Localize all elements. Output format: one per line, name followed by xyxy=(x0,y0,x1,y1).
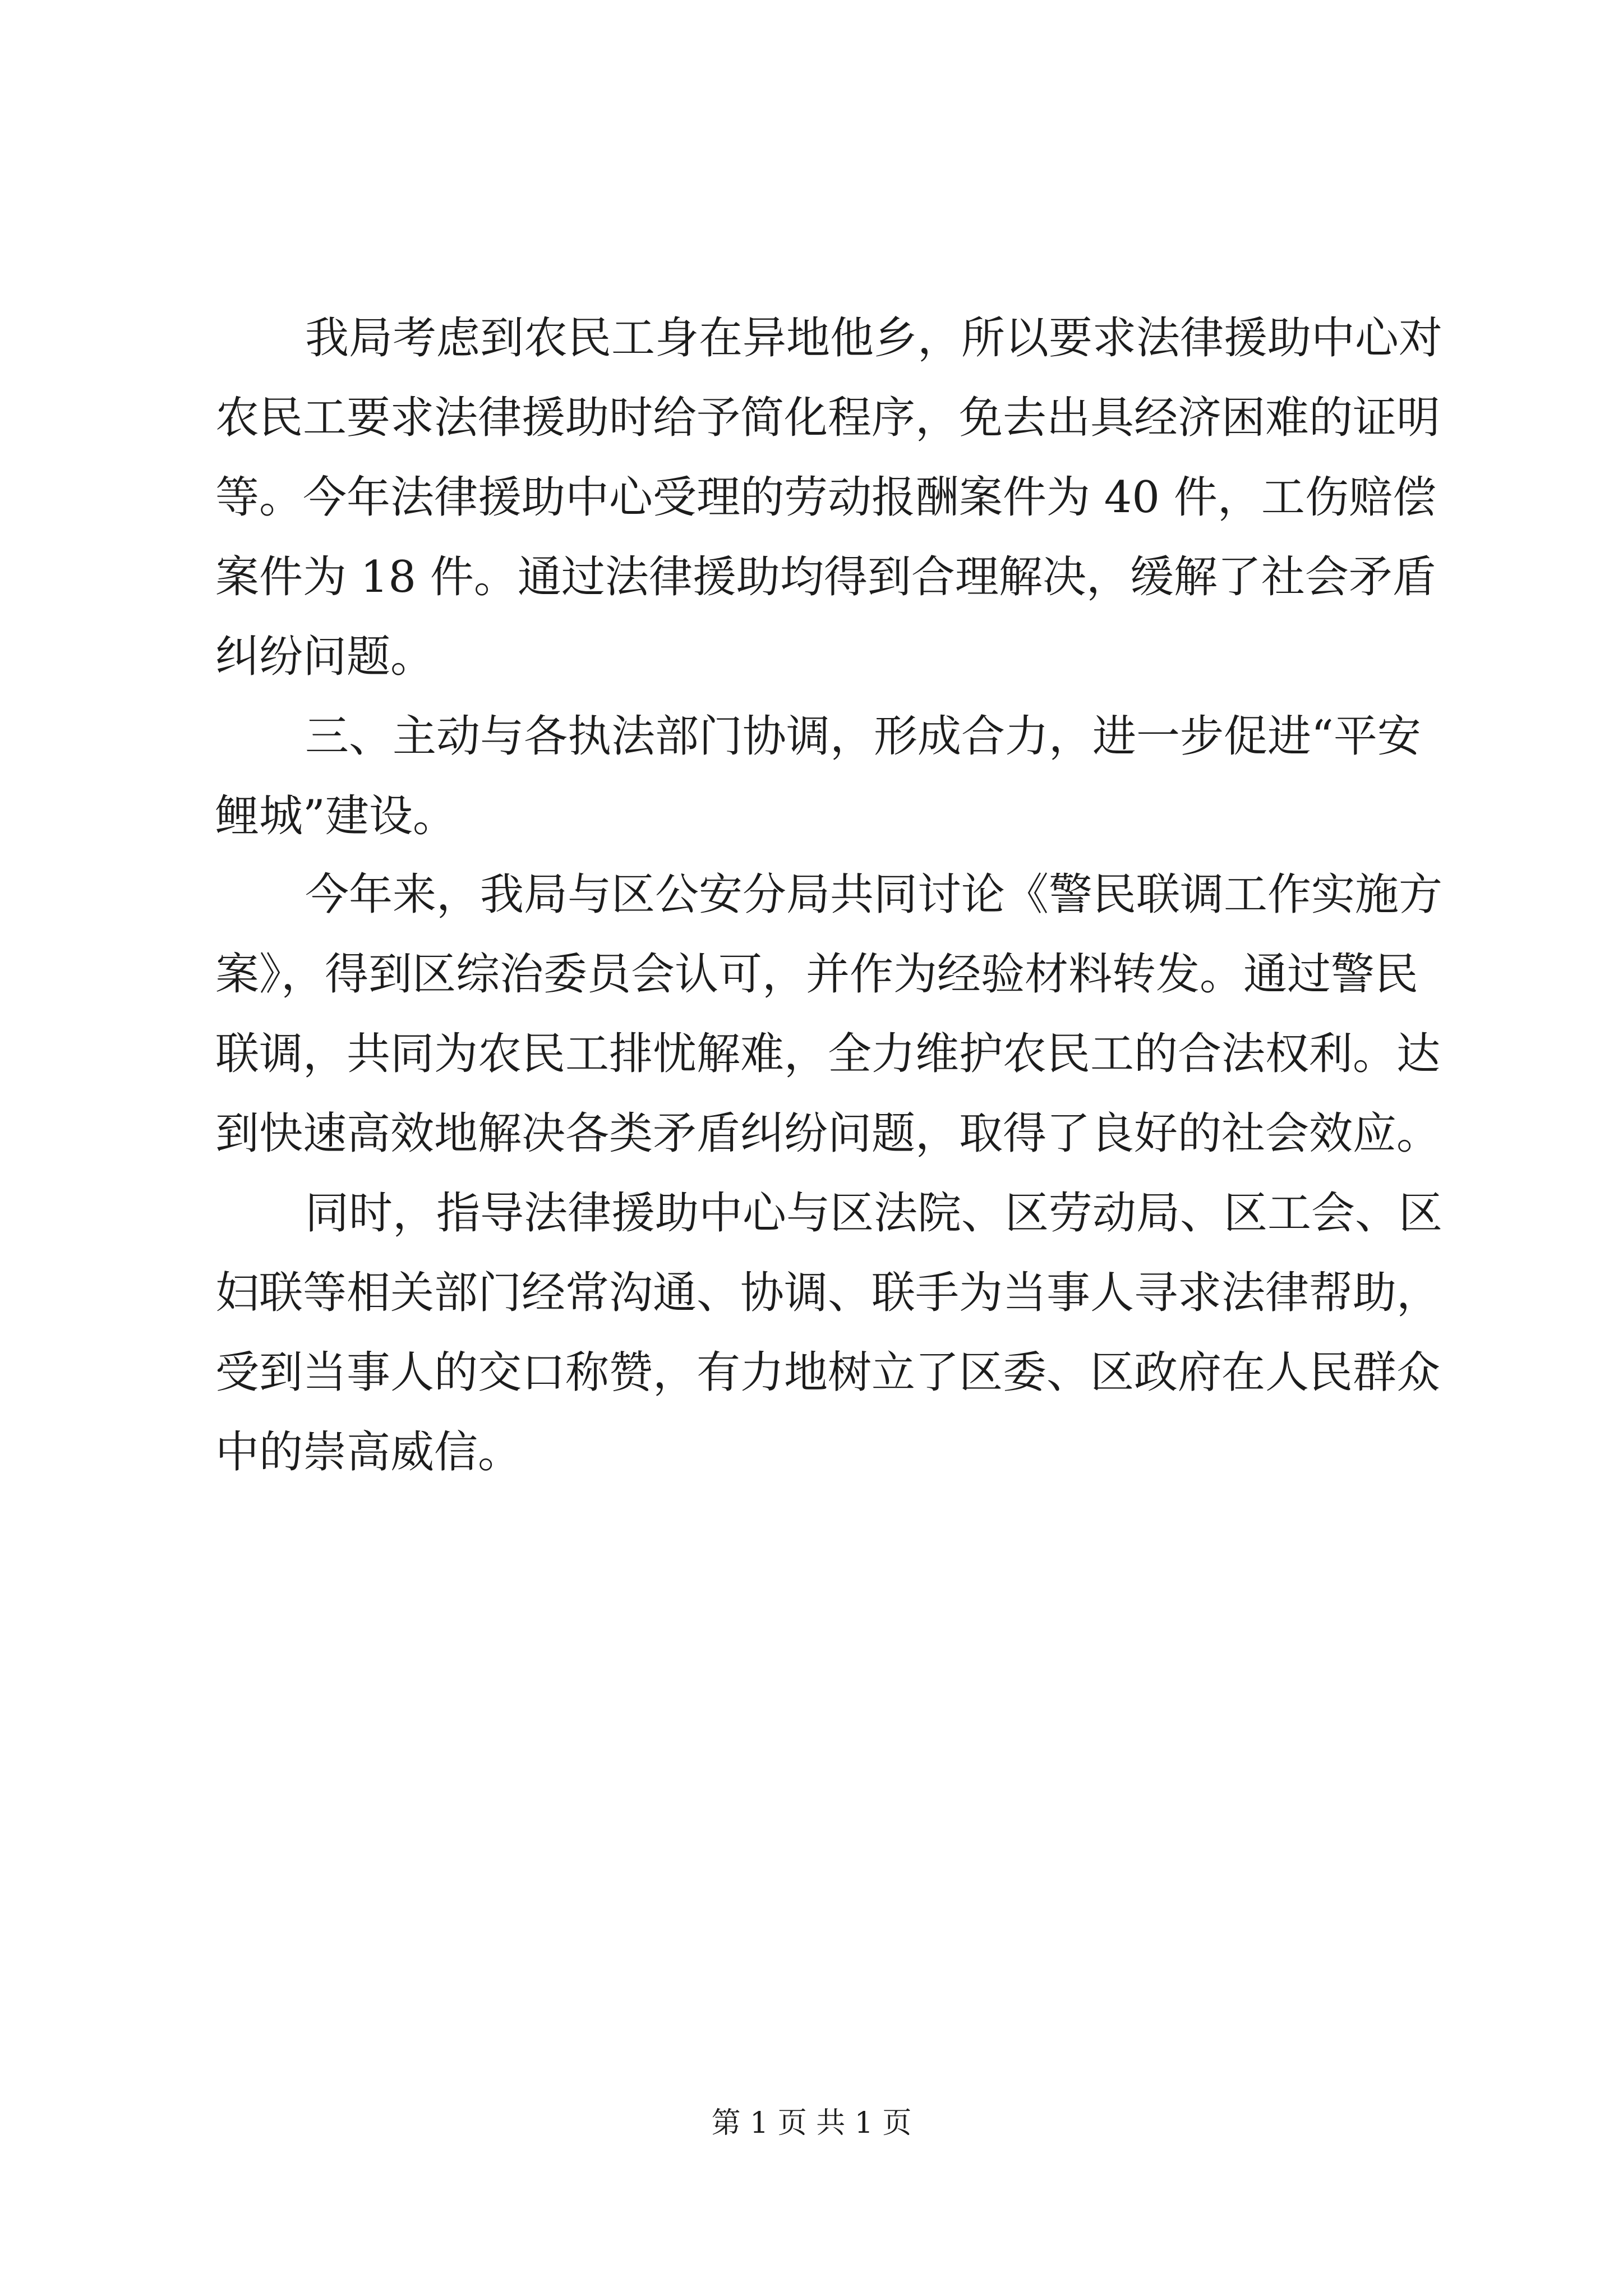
text-line xyxy=(0,941,1623,1008)
line-text: 纠纷问题。 xyxy=(215,632,435,682)
line-text: 受到当事人的交口称赞，有力地树立了区委、区政府在人民群众 xyxy=(215,1347,1441,1398)
text-line xyxy=(0,1339,1623,1406)
line-text: 中的崇高威信。 xyxy=(215,1427,522,1478)
line-text: 案件为 18 件。通过法律援助均得到合理解决，缓解了社会矛盾 xyxy=(215,552,1436,602)
line-text: 到快速高效地解决各类矛盾纠纷问题，取得了良好的社会效应。 xyxy=(215,1108,1441,1159)
text-line xyxy=(0,623,1623,691)
line-text: 联调，共同为农民工排忧解难，全力维护农民工的合法权利。达 xyxy=(215,1029,1441,1079)
page-footer: 第 1 页 共 1 页 xyxy=(711,2106,912,2140)
text-line xyxy=(0,1180,1623,1247)
line-text: 今年来，我局与区公安分局共同讨论《警民联调工作实施方 xyxy=(305,869,1443,920)
line-text: 我局考虑到农民工身在异地他乡，所以要求法律援助中心对 xyxy=(305,313,1443,364)
line-text: 案》，得到区综治委员会认可，并作为经验材料转发。通过警民 xyxy=(215,949,1419,1000)
text-line xyxy=(0,1020,1623,1088)
line-text: 同时，指导法律援助中心与区法院、区劳动局、区工会、区 xyxy=(305,1188,1443,1239)
line-text: 鲤城”建设。 xyxy=(215,791,457,841)
line-text: 三、主动与各执法部门协调，形成合力，进一步促进“平安 xyxy=(305,711,1421,762)
line-text: 等。今年法律援助中心受理的劳动报酬案件为 40 件，工伤赔偿 xyxy=(215,472,1436,523)
text-line xyxy=(0,305,1623,372)
line-text: 农民工要求法律援助时给予简化程序，免去出具经济困难的证明 xyxy=(215,393,1441,443)
text-line xyxy=(0,1100,1623,1167)
text-line xyxy=(0,1419,1623,1486)
text-line xyxy=(0,544,1623,611)
text-line xyxy=(0,384,1623,452)
text-line xyxy=(0,703,1623,770)
text-line xyxy=(0,783,1623,850)
text-line xyxy=(0,1259,1623,1327)
text-line xyxy=(0,861,1623,928)
line-text: 妇联等相关部门经常沟通、协调、联手为当事人寻求法律帮助， xyxy=(215,1268,1441,1318)
text-line xyxy=(0,464,1623,531)
